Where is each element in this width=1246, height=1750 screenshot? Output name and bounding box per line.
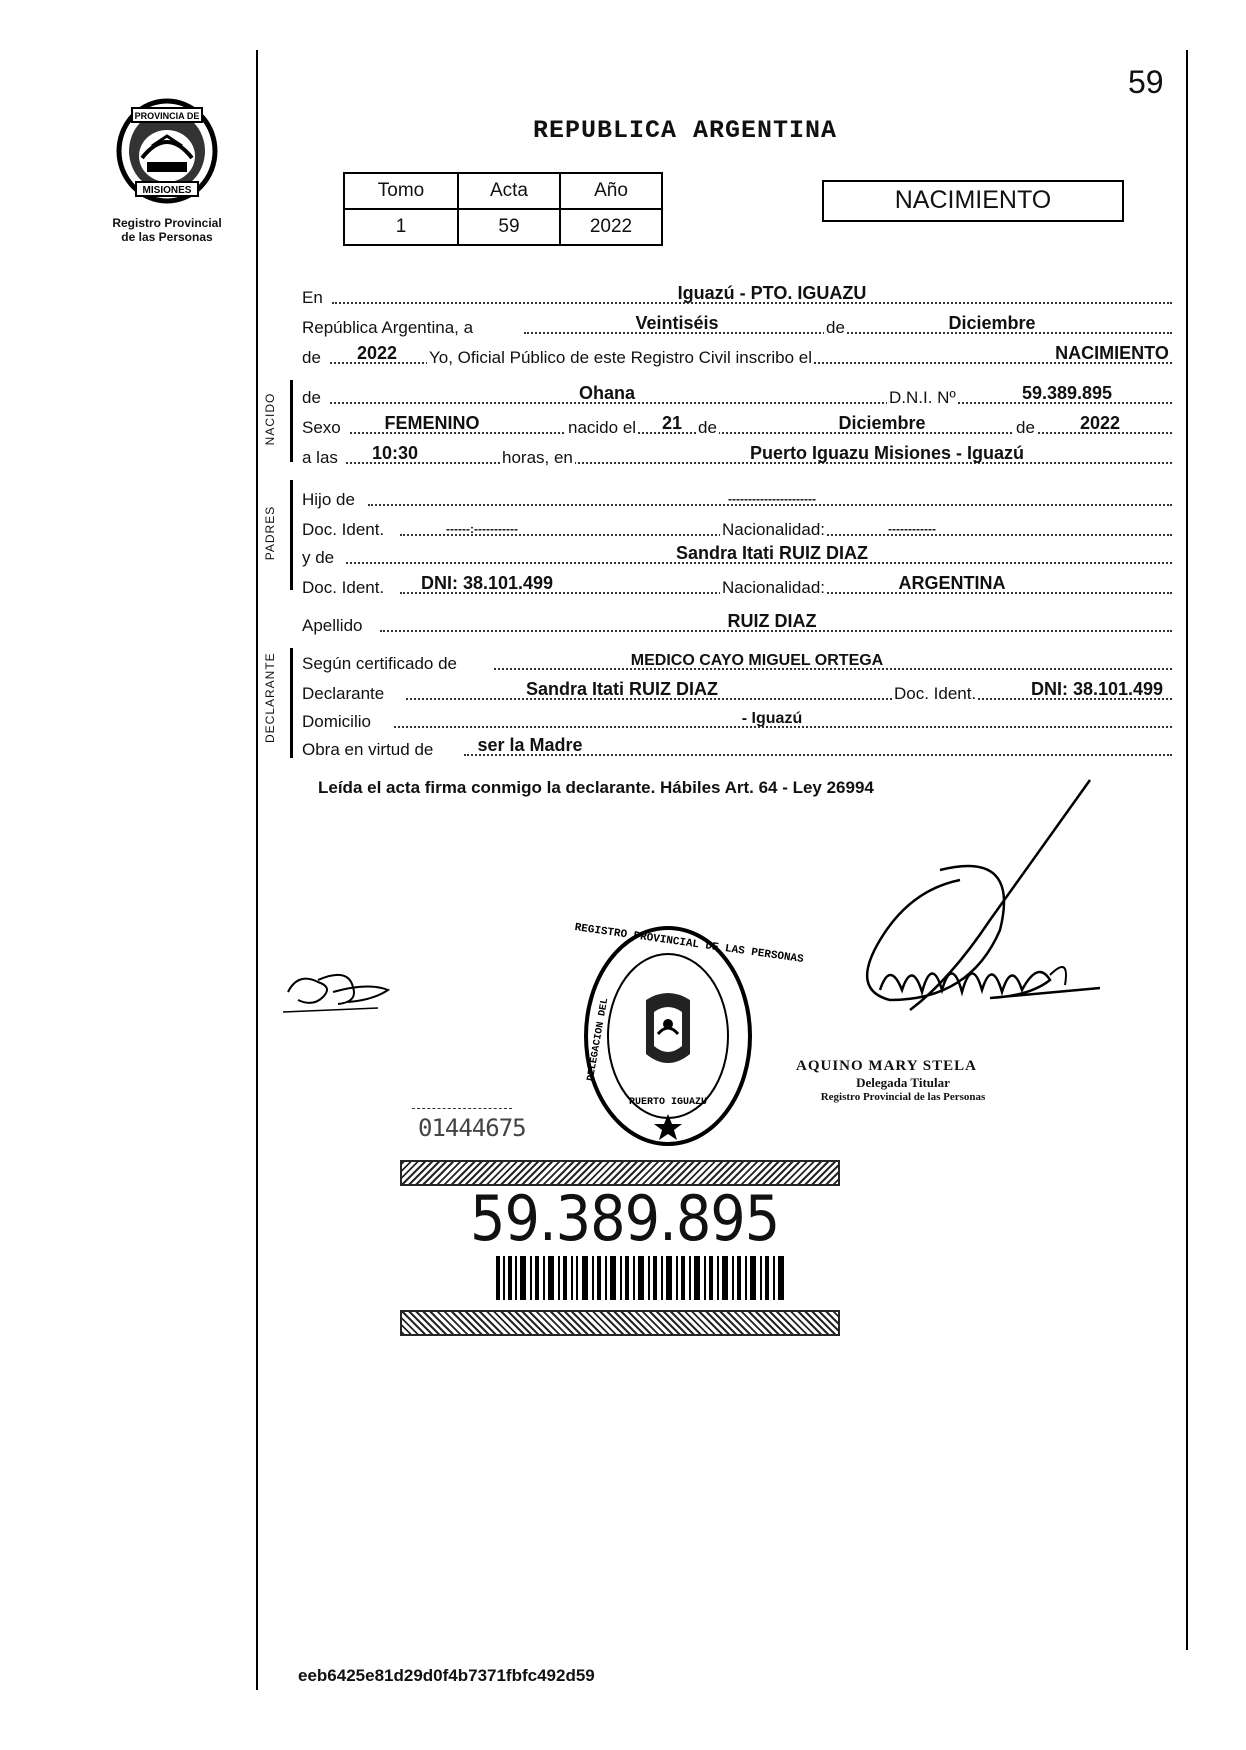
row-obra	[302, 736, 1172, 760]
declarant-signature-icon	[278, 962, 398, 1022]
value-act: NACIMIENTO	[1055, 343, 1169, 363]
logo-caption-line1: Registro Provincial	[112, 216, 222, 230]
value-hour: 10:30	[371, 443, 419, 463]
label-dni: D.N.I. Nº	[889, 388, 956, 407]
value-place: Puerto Iguazu Misiones - Iguazú	[749, 443, 1025, 463]
value-declarante-doc: DNI: 38.101.499	[1030, 679, 1164, 699]
official-role: Delegada Titular	[856, 1075, 950, 1090]
label-nombre: de	[302, 388, 321, 407]
value-birth-day: 21	[661, 413, 683, 433]
section-nacido: NACIDO	[263, 392, 277, 446]
value-ano: 2022	[560, 209, 662, 245]
section-declarante: DECLARANTE	[263, 652, 277, 743]
row-father-doc	[302, 516, 1172, 540]
label-apellido: Apellido	[302, 616, 363, 635]
value-mother-doc: DNI: 38.101.499	[420, 573, 554, 593]
label-cert: Según certificado de	[302, 654, 457, 673]
header-ano: Año	[560, 173, 662, 209]
value-mother-nat: ARGENTINA	[898, 573, 1006, 593]
right-margin-line	[1186, 50, 1188, 1650]
logo-text-bottom: MISIONES	[142, 185, 192, 196]
row-republica	[302, 314, 1172, 338]
value-obra: ser la Madre	[477, 735, 583, 755]
legal-note: Leída el acta firma conmigo la declarante. Hábiles Art. 64 - Ley 26994	[318, 778, 874, 797]
label-doc: Doc. Ident.	[302, 520, 385, 539]
label-yde: y de	[302, 548, 335, 567]
value-acta: 59	[458, 209, 560, 245]
value-father: ----------------------	[728, 492, 816, 506]
row-sexo	[302, 414, 1172, 438]
label-nac: Nacionalidad:	[722, 520, 826, 539]
row-nombre	[302, 384, 1172, 408]
value-birth-month: Diciembre	[838, 413, 926, 433]
label-republica: República Argentina, a	[302, 318, 474, 337]
value-apellido: RUIZ DIAZ	[727, 611, 817, 631]
barcode-icon	[496, 1256, 786, 1300]
document-title: REPUBLICA ARGENTINA	[533, 116, 838, 145]
seal-bottom-text: PUERTO IGUAZU	[628, 1097, 708, 1108]
value-tomo: 1	[344, 209, 458, 245]
value-day: Veintiséis	[635, 313, 719, 333]
value-father-doc: ------:-----------	[446, 522, 518, 536]
value-year: 2022	[356, 343, 398, 363]
record-table	[343, 172, 663, 246]
label-de2: de	[302, 348, 321, 367]
header-acta: Acta	[458, 173, 560, 209]
label-obra: Obra en virtud de	[302, 740, 434, 759]
label-sexo: Sexo	[302, 418, 341, 437]
value-father-nat: ------------	[888, 522, 936, 536]
misiones-coat-of-arms-icon	[112, 96, 222, 206]
page-number: 59	[1128, 64, 1164, 100]
row-en	[302, 284, 1172, 308]
section-padres: PADRES	[263, 505, 277, 561]
value-dni: 59.389.895	[1021, 383, 1113, 403]
label-a-las: a las	[302, 448, 338, 467]
value-mother: Sandra Itati RUIZ DIAZ	[675, 543, 869, 563]
row-apellido	[302, 612, 1172, 636]
declarante-brace	[290, 648, 293, 758]
row-yo	[302, 344, 1172, 368]
document-hash: eeb6425e81d29d0f4b7371fbfc492d59	[298, 1666, 595, 1685]
header-tomo: Tomo	[344, 173, 458, 209]
label-horas: horas, en	[502, 448, 573, 467]
provincial-logo	[112, 96, 222, 206]
official-block	[778, 1058, 1028, 1103]
value-cert: MEDICO CAYO MIGUEL ORTEGA	[630, 652, 884, 669]
row-mother	[302, 544, 1172, 568]
row-declarante	[302, 680, 1172, 704]
label-en: En	[302, 288, 323, 307]
label-yo: Yo, Oficial Público de este Registro Civil inscribo el	[429, 348, 812, 367]
official-org: Registro Provincial de las Personas	[820, 1091, 986, 1103]
label-birth-de2: de	[1016, 418, 1035, 437]
row-domicilio	[302, 708, 1172, 732]
official-signature-icon	[790, 770, 1120, 1070]
label-hijo: Hijo de	[302, 490, 355, 509]
value-month: Diciembre	[948, 313, 1036, 333]
row-hora	[302, 444, 1172, 468]
padres-brace	[290, 480, 293, 590]
seal-ring-text: REGISTRO PROVINCIAL DE LAS PERSONAS	[573, 922, 805, 967]
label-nacido-el: nacido el	[568, 418, 637, 437]
label-declarante: Declarante	[302, 684, 385, 703]
left-margin-line	[256, 50, 258, 1690]
value-en: Iguazú - PTO. IGUAZU	[677, 283, 867, 303]
label-domicilio: Domicilio	[302, 712, 371, 731]
label-de: de	[826, 318, 845, 337]
control-number: 01444675	[418, 1114, 526, 1142]
row-cert	[302, 650, 1172, 674]
official-seal	[573, 922, 805, 1150]
value-declarante: Sandra Itati RUIZ DIAZ	[525, 679, 719, 699]
label-doc3: Doc. Ident.	[894, 684, 977, 703]
row-mother-doc	[302, 574, 1172, 598]
value-birth-year: 2022	[1079, 413, 1121, 433]
value-domicilio: - Iguazú	[741, 710, 803, 727]
official-name: AQUINO MARY STELA	[796, 1058, 977, 1074]
label-birth-de: de	[698, 418, 717, 437]
logo-caption-line2: de las Personas	[121, 230, 213, 244]
label-doc2: Doc. Ident.	[302, 578, 385, 597]
nacido-brace	[290, 380, 293, 462]
security-strip-bottom	[400, 1310, 840, 1336]
control-number-mark	[412, 1108, 512, 1111]
value-nombre: Ohana	[578, 383, 636, 403]
logo-text-top: PROVINCIA DE	[134, 111, 200, 121]
logo-caption	[92, 216, 242, 244]
seal-left-text: DELEGACION DEL	[585, 997, 612, 1083]
label-nac2: Nacionalidad:	[722, 578, 826, 597]
barcode-number: 59.389.895	[470, 1182, 780, 1255]
row-hijo	[302, 486, 1172, 510]
value-sexo: FEMENINO	[384, 413, 480, 433]
record-type-box: NACIMIENTO	[822, 180, 1124, 222]
